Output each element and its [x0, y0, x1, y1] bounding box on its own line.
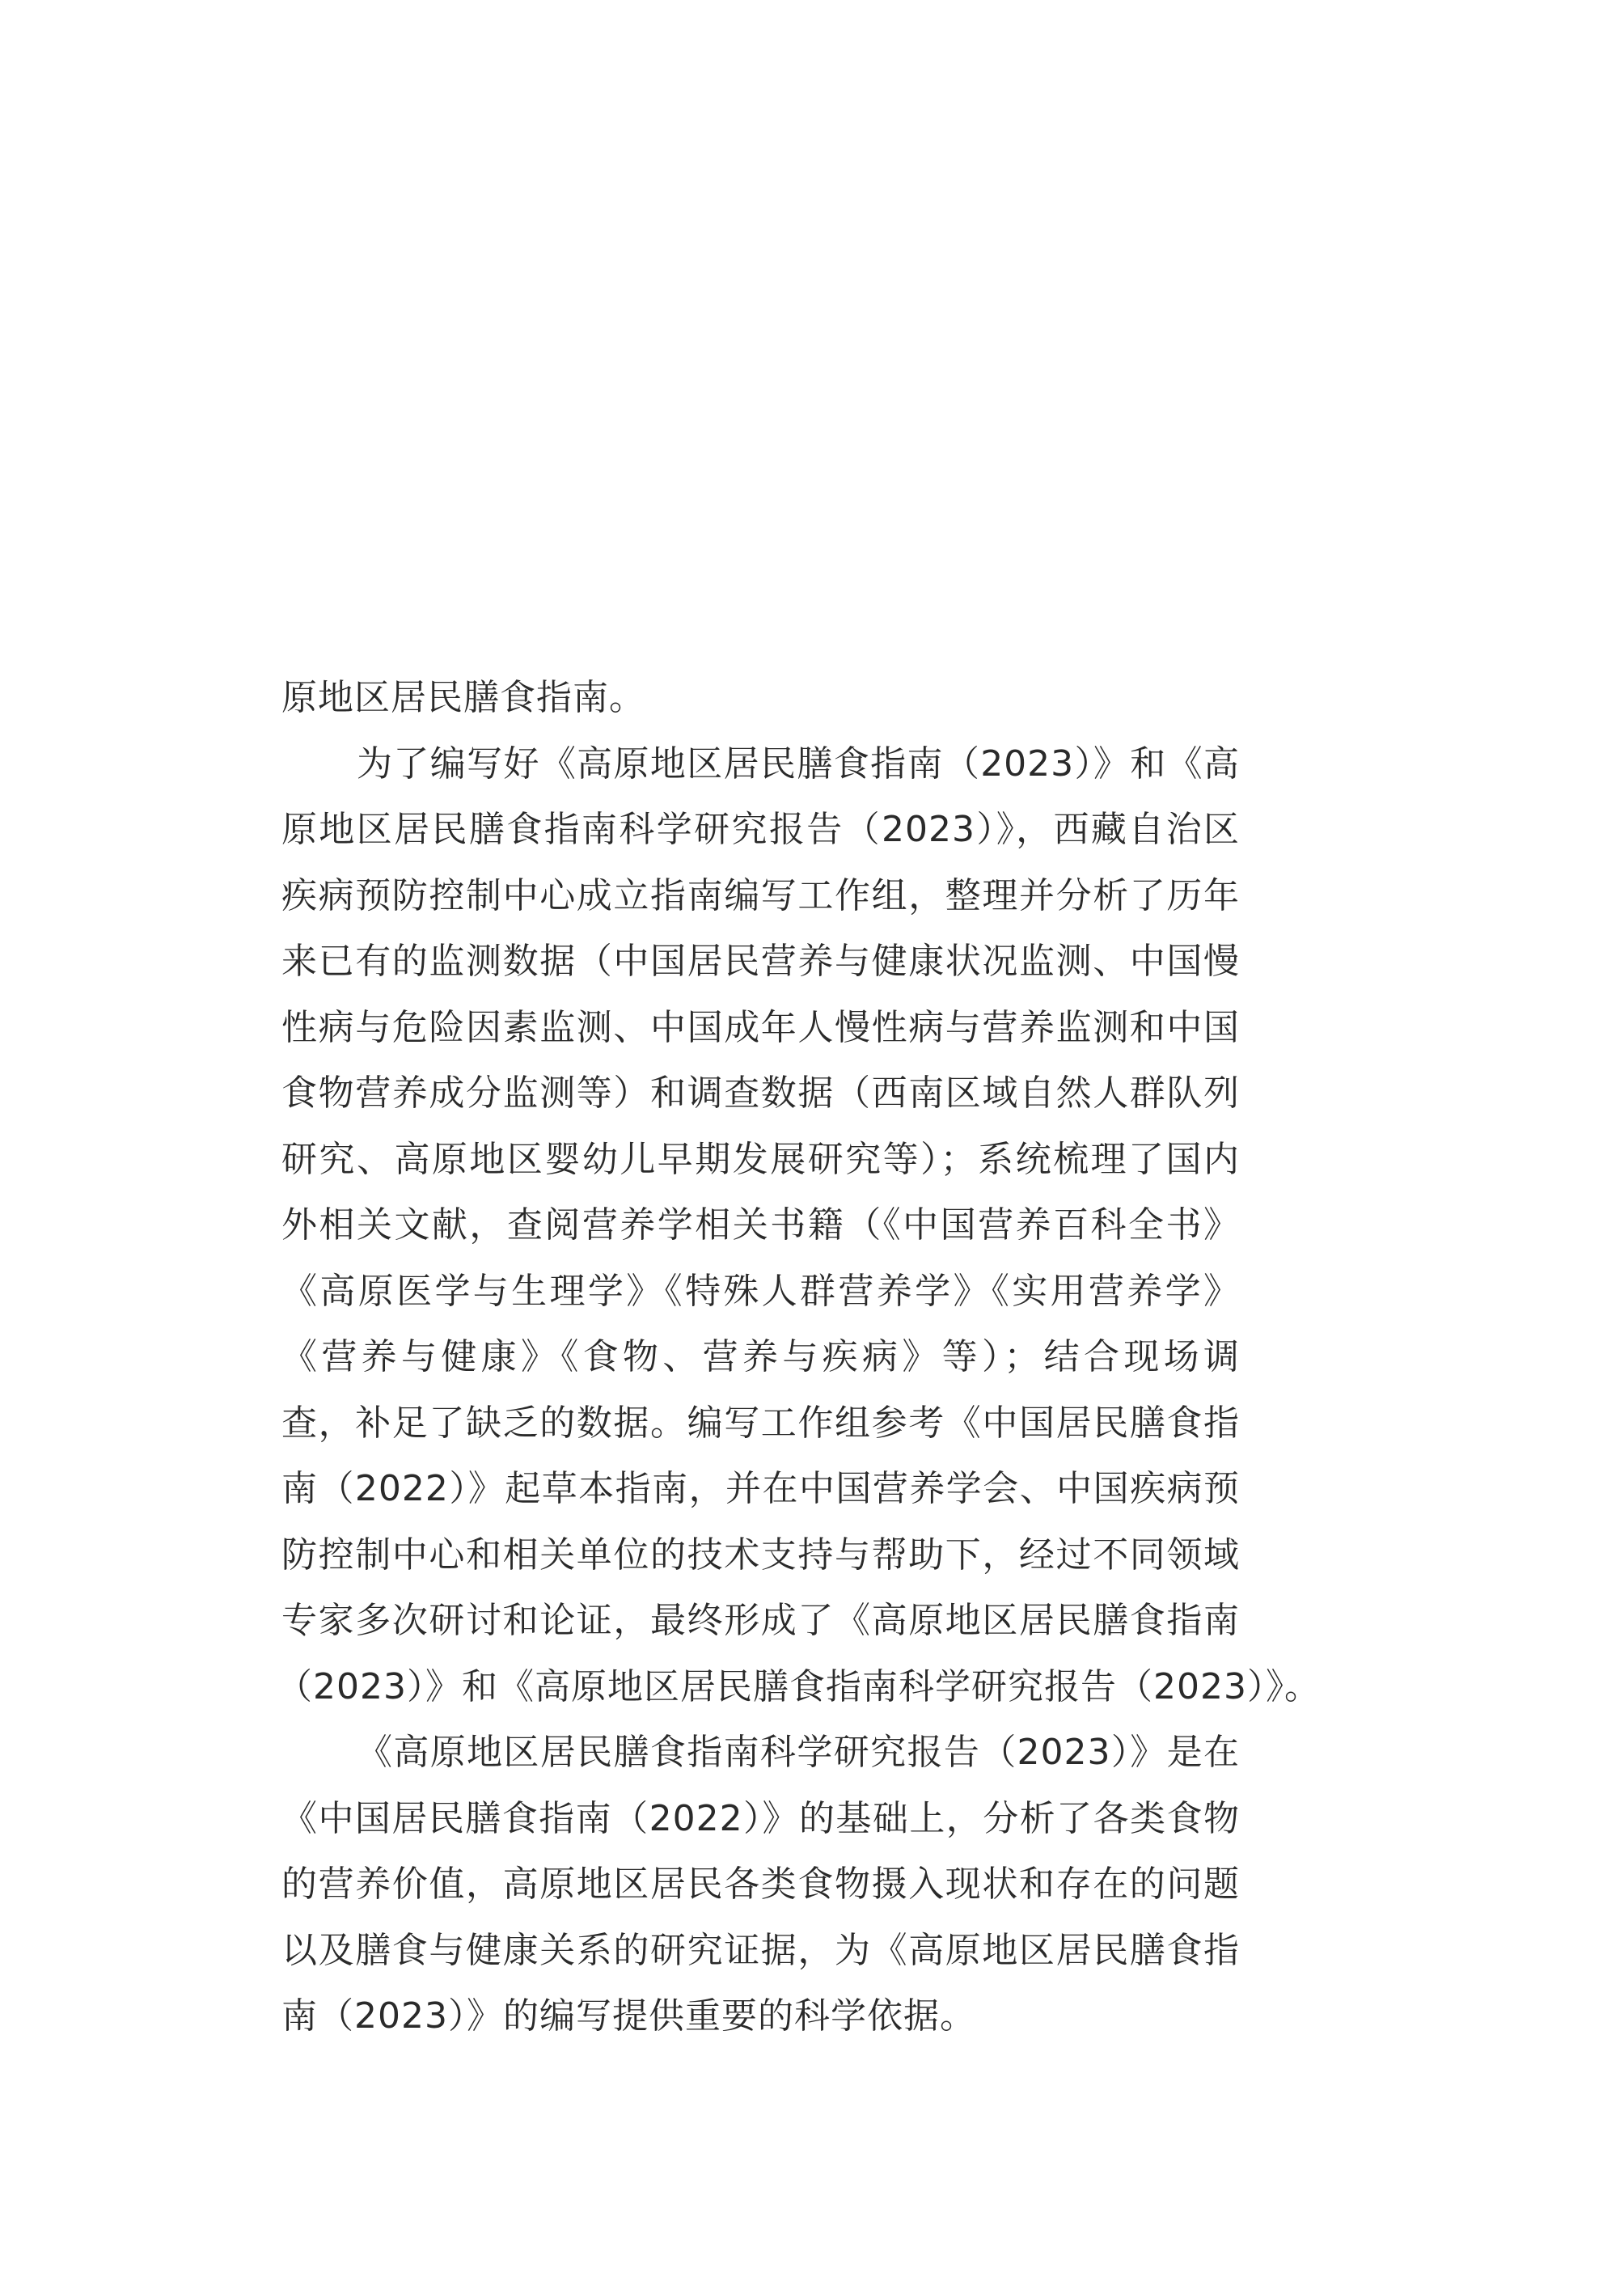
- text-line: 食物营养成分监测等）和调查数据（西南区域自然人群队列: [281, 1072, 1240, 1114]
- text-line: 来已有的监测数据（中国居民营养与健康状况监测、中国慢: [281, 941, 1240, 982]
- paragraph: [277, 731, 1321, 1720]
- body-text: [277, 665, 1321, 2050]
- text-line: 南（2023）》的编写提供重要的科学依据。: [281, 1995, 976, 2037]
- text-line: 查，补足了缺乏的数据。编写工作组参考《中国居民膳食指: [281, 1402, 1240, 1444]
- text-line: 专家多次研讨和论证，最终形成了《高原地区居民膳食指南: [281, 1600, 1240, 1641]
- text-line: 性病与危险因素监测、中国成年人慢性病与营养监测和中国: [281, 1006, 1240, 1048]
- text-line: 防控制中心和相关单位的技术支持与帮助下，经过不同领域: [281, 1534, 1240, 1576]
- text-line: （2023）》和《高原地区居民膳食指南科学研究报告（2023）》。: [277, 1665, 1321, 1707]
- text-line: 原地区居民膳食指南。: [281, 677, 645, 718]
- text-line: 疾病预防控制中心成立指南编写工作组，整理并分析了历年: [281, 874, 1240, 916]
- text-line: 原地区居民膳食指南科学研究报告（2023）》，西藏自治区: [281, 809, 1240, 850]
- paragraph: [281, 665, 1240, 731]
- text-line: 《中国居民膳食指南（2022）》的基础上，分析了各类食物: [281, 1797, 1240, 1839]
- text-line: 《高原医学与生理学》《特殊人群营养学》《实用营养学》: [281, 1270, 1240, 1312]
- text-line: 南（2022）》起草本指南，并在中国营养学会、中国疾病预: [281, 1468, 1240, 1509]
- paragraph: [281, 1720, 1240, 2050]
- text-line: 以及膳食与健康关系的研究证据，为《高原地区居民膳食指: [281, 1929, 1240, 1971]
- text-line: 为了编写好《高原地区居民膳食指南（2023）》和《高: [357, 742, 1240, 785]
- text-line: 《营养与健康》《食物、营养与疾病》等）；结合现场调: [281, 1336, 1240, 1377]
- text-line: 外相关文献，查阅营养学相关书籍（《中国营养百科全书》: [281, 1204, 1240, 1246]
- text-line: 研究、高原地区婴幼儿早期发展研究等）；系统梳理了国内: [281, 1138, 1240, 1180]
- text-line: 《高原地区居民膳食指南科学研究报告（2023）》是在: [357, 1732, 1240, 1773]
- text-line: 的营养价值，高原地区居民各类食物摄入现状和存在的问题: [281, 1864, 1240, 1905]
